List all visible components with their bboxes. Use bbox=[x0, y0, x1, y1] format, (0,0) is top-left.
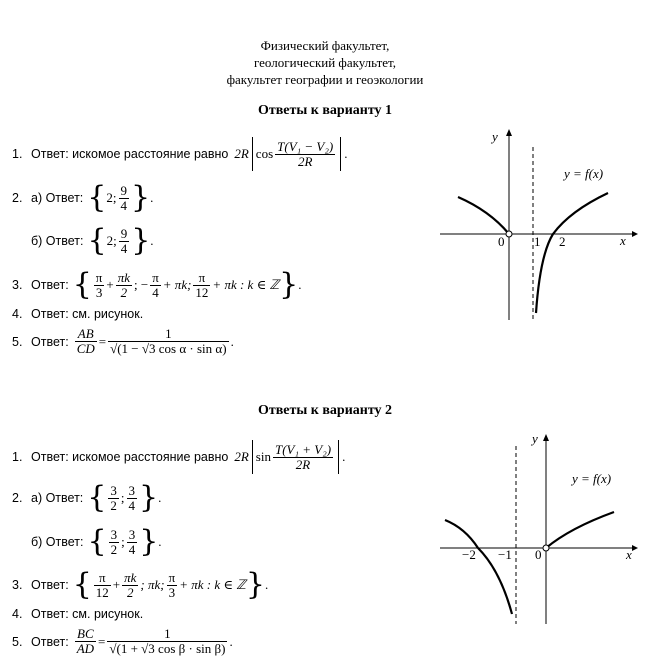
answer-text: Ответ: см. рисунок. bbox=[31, 607, 144, 621]
denominator: 3 bbox=[95, 284, 103, 300]
brace-right: } bbox=[139, 480, 159, 515]
x-axis-arrow bbox=[632, 545, 638, 551]
numerator: πk bbox=[117, 269, 130, 285]
denominator: 2 bbox=[127, 584, 134, 600]
abs-bar-left bbox=[252, 440, 253, 474]
tick-label: 0 bbox=[535, 547, 542, 562]
fraction bbox=[94, 571, 111, 600]
curve-right-branch bbox=[536, 193, 608, 313]
numerator: 3 bbox=[110, 526, 118, 542]
denominator: 2R bbox=[295, 456, 311, 472]
tick-label: −1 bbox=[498, 547, 512, 562]
answer-prefix: Ответ: bbox=[31, 334, 69, 349]
variant-1-title: Ответы к варианту 1 bbox=[257, 103, 393, 118]
numerator: BC bbox=[75, 627, 96, 642]
denominator: 12 bbox=[95, 584, 109, 600]
brace-left: { bbox=[72, 267, 92, 302]
tick-label: 2 bbox=[559, 234, 566, 249]
brace-right: } bbox=[131, 223, 151, 258]
fraction bbox=[127, 484, 138, 513]
item-number: 5. bbox=[12, 334, 23, 349]
denominator: 4 bbox=[128, 541, 136, 557]
v1-answer-2b: б) Ответ: { 2; $\frac{9}{4}$ } . bbox=[31, 223, 154, 258]
brace-right: } bbox=[131, 180, 151, 215]
v1-answer-1: 1. Ответ: искомое расстояние равно 2R cos $\frac{\text{T(V₁ − V₂)}}{2R}$ . bbox=[12, 137, 347, 171]
fraction bbox=[167, 571, 178, 600]
fraction bbox=[107, 627, 227, 656]
fraction bbox=[273, 443, 333, 472]
answer-prefix: Ответ: искомое расстояние равно bbox=[31, 147, 229, 161]
coefficient: 2R bbox=[234, 449, 249, 464]
denominator: 2 bbox=[110, 541, 118, 557]
y-axis-arrow bbox=[543, 434, 549, 441]
numerator: 3 bbox=[128, 526, 136, 542]
fraction bbox=[75, 327, 97, 356]
answer-prefix: Ответ: искомое расстояние равно bbox=[31, 450, 229, 464]
denominator: 4 bbox=[120, 197, 127, 213]
fraction bbox=[122, 571, 138, 600]
v2-answer-4 bbox=[12, 607, 143, 621]
abs-bar-left bbox=[252, 137, 253, 171]
item-number: 3. bbox=[12, 578, 23, 592]
denominator: 2 bbox=[120, 284, 128, 300]
x-axis-arrow bbox=[632, 231, 638, 237]
fraction bbox=[275, 140, 335, 169]
answer-prefix: Ответ: bbox=[31, 278, 69, 292]
term: + πk; bbox=[162, 277, 192, 292]
numerator: 9 bbox=[120, 182, 127, 198]
answer-prefix: б) Ответ: bbox=[31, 535, 84, 549]
denominator: 2R bbox=[297, 153, 313, 169]
brace-left: { bbox=[87, 223, 107, 258]
fraction bbox=[119, 227, 130, 256]
item-number: 1. bbox=[12, 147, 23, 161]
numerator: 1 bbox=[107, 627, 227, 642]
numerator: 3 bbox=[128, 482, 135, 498]
coefficient: 2R bbox=[234, 146, 249, 161]
v1-answer-2a: 2. а) Ответ: { 2; $\frac{9}{4}$ } . bbox=[12, 180, 154, 215]
function-label: y = f(x) bbox=[564, 166, 604, 181]
item-number: 2. bbox=[12, 191, 23, 205]
denominator: AD bbox=[76, 641, 95, 656]
numerator: 1 bbox=[108, 327, 228, 342]
item-number: 4. bbox=[12, 607, 23, 621]
hole-point bbox=[543, 545, 549, 551]
numerator: π bbox=[193, 271, 210, 286]
value: 2; bbox=[106, 233, 117, 248]
denominator: 4 bbox=[120, 240, 128, 256]
y-axis-label: y bbox=[492, 129, 498, 144]
curve-right-branch bbox=[546, 512, 614, 548]
brace-left: { bbox=[87, 524, 107, 559]
brace-left: { bbox=[87, 180, 107, 215]
answer-prefix: б) Ответ: bbox=[31, 234, 84, 248]
v2-answer-2b: б) Ответ: { $\frac{3}{2}$ ; $\frac{3}{4}$ } . bbox=[31, 524, 162, 559]
fraction bbox=[75, 627, 96, 656]
value: 2; bbox=[106, 190, 117, 205]
answer-prefix: а) Ответ: bbox=[31, 491, 84, 505]
v2-function-graph bbox=[440, 428, 640, 626]
x-axis-label: x bbox=[626, 547, 632, 562]
v1-answer-5: 5. Ответ: $\frac{AB}{CD}$ = $\frac{1}{\text{√(1 − √3 cos α · sin α)}}$ . bbox=[12, 326, 234, 356]
item-number: 2. bbox=[12, 491, 23, 505]
numerator: π bbox=[168, 569, 176, 585]
abs-bar-right bbox=[340, 137, 341, 171]
answer-text: Ответ: см. рисунок. bbox=[31, 307, 144, 321]
function-label: y = f(x) bbox=[572, 471, 612, 486]
hole-point bbox=[506, 231, 512, 237]
fraction bbox=[150, 271, 161, 300]
v1-function-graph bbox=[440, 125, 640, 320]
tick-label: 1 bbox=[534, 234, 541, 249]
denominator: 3 bbox=[168, 584, 176, 600]
numerator: T(V₁ − V₂) bbox=[277, 138, 334, 154]
fraction bbox=[108, 484, 119, 513]
answer-prefix: Ответ: bbox=[31, 634, 69, 649]
numerator: T(V₁ + V₂) bbox=[274, 441, 332, 457]
curve-left-branch bbox=[445, 520, 512, 614]
separator: ; − bbox=[134, 277, 149, 292]
tick-label: 0 bbox=[498, 234, 505, 249]
numerator: AB bbox=[75, 327, 97, 342]
fraction bbox=[94, 271, 105, 300]
abs-bar-right bbox=[338, 440, 339, 474]
v1-answer-3: 3. Ответ: { $\frac{\pi}{3}$ + $\frac{\pi k}{2}$ ; − $\frac{\pi}{4}$ + πk; $\frac{\pi}{12}$ + πk : k ∈ ℤ } . bbox=[12, 267, 302, 302]
tail: + πk : k ∈ ℤ bbox=[212, 277, 280, 292]
v2-answer-2a: 2. а) Ответ: { $\frac{3}{2}$ ; $\frac{3}{4}$ } . bbox=[12, 480, 162, 515]
tick-label: −2 bbox=[462, 547, 476, 562]
fraction bbox=[119, 184, 130, 213]
denominator: 2 bbox=[110, 497, 117, 513]
fraction bbox=[127, 528, 138, 557]
item-number: 3. bbox=[12, 278, 23, 292]
v2-answer-1: 1. Ответ: искомое расстояние равно 2R sin $\frac{\text{T(V₁ + V₂)}}{2R}$ . bbox=[12, 440, 345, 474]
fraction bbox=[193, 271, 210, 300]
fraction bbox=[108, 327, 228, 356]
denominator: √(1 − √3 cos α · sin α) bbox=[110, 341, 227, 356]
trig-function: cos bbox=[255, 146, 274, 161]
faculty-line-1: Физический факультет, bbox=[260, 38, 390, 53]
v2-answer-5: 5. Ответ: $\frac{BC}{AD}$ = $\frac{1}{\text{√(1 + √3 cos β · sin β)}}$ . bbox=[12, 626, 233, 656]
faculty-line-3: факультет географии и геоэкологии bbox=[226, 72, 424, 87]
item-number: 4. bbox=[12, 307, 23, 321]
v2-answer-3: 3. Ответ: { $\frac{\pi}{12}$ + $\frac{\pi k}{2}$ ; πk; $\frac{\pi}{3}$ + πk : k ∈ ℤ } . bbox=[12, 567, 269, 602]
numerator: π bbox=[94, 571, 111, 586]
fraction bbox=[116, 271, 132, 300]
answer-prefix: Ответ: bbox=[31, 578, 69, 592]
numerator: 9 bbox=[120, 225, 128, 241]
item-number: 1. bbox=[12, 450, 23, 464]
curve-left-branch bbox=[458, 197, 509, 234]
denominator: CD bbox=[76, 341, 95, 356]
y-axis-label: y bbox=[532, 431, 538, 446]
numerator: π bbox=[95, 269, 103, 285]
item-number: 5. bbox=[12, 634, 23, 649]
brace-left: { bbox=[87, 480, 107, 515]
denominator: 4 bbox=[152, 284, 159, 300]
x-axis-label: x bbox=[620, 233, 626, 248]
term: ; πk; bbox=[140, 577, 165, 592]
denominator: 12 bbox=[195, 284, 209, 300]
variant-2-title: Ответы к варианту 2 bbox=[257, 403, 393, 418]
brace-right: } bbox=[279, 267, 299, 302]
tail: + πk : k ∈ ℤ bbox=[179, 577, 246, 592]
v1-answer-4 bbox=[12, 307, 143, 321]
numerator: 3 bbox=[110, 482, 117, 498]
brace-left: { bbox=[72, 567, 92, 602]
fraction bbox=[109, 528, 120, 557]
trig-function: sin bbox=[255, 449, 271, 464]
denominator: √(1 + √3 cos β · sin β) bbox=[109, 641, 226, 656]
numerator: πk bbox=[124, 569, 137, 585]
faculty-line-2: геологический факультет, bbox=[254, 55, 396, 70]
brace-right: } bbox=[139, 524, 159, 559]
answer-prefix: а) Ответ: bbox=[31, 191, 84, 205]
y-axis-arrow bbox=[506, 129, 512, 136]
numerator: π bbox=[152, 269, 159, 285]
denominator: 4 bbox=[128, 497, 135, 513]
brace-right: } bbox=[245, 567, 266, 602]
